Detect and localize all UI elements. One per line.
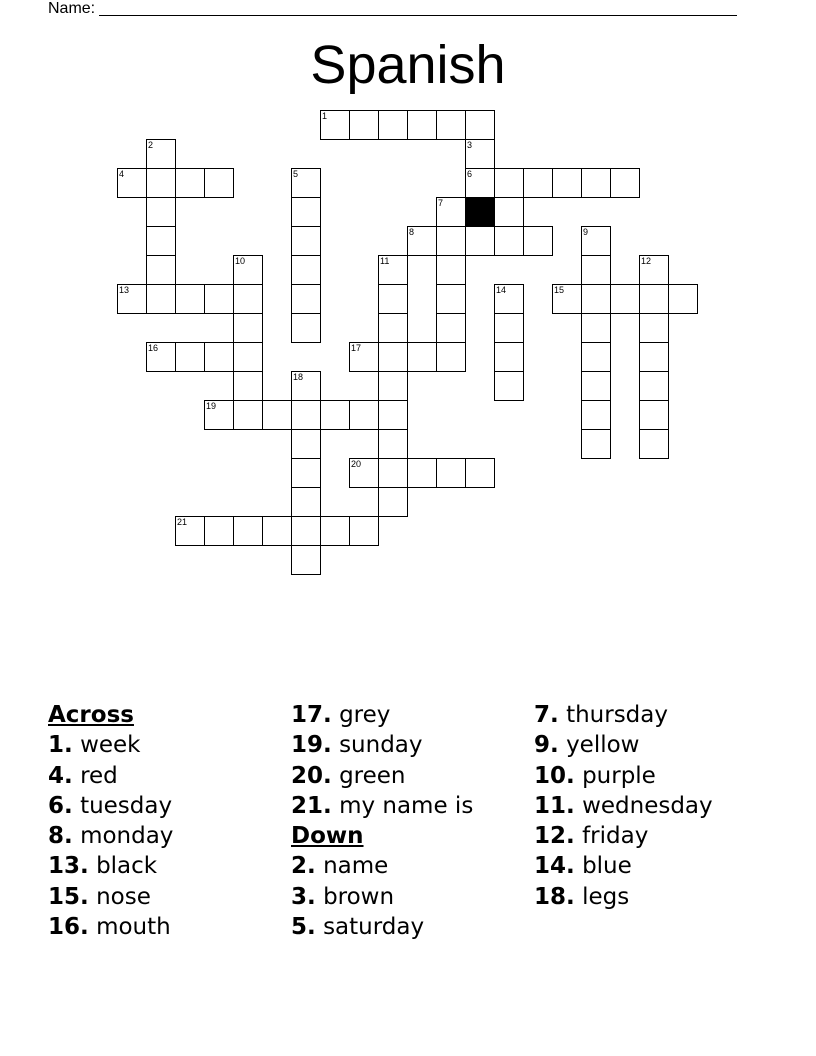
grid-cell[interactable] <box>581 429 611 459</box>
cell-number: 13 <box>119 285 130 295</box>
grid-cell[interactable] <box>378 110 408 140</box>
clue-text: friday <box>582 823 649 850</box>
grid-cell[interactable] <box>378 458 408 488</box>
page-title: Spanish <box>310 35 506 95</box>
grid-cell[interactable] <box>320 400 350 430</box>
clue-number: 11. <box>534 792 575 819</box>
grid-cell[interactable] <box>610 284 640 314</box>
clue-number: 17. <box>291 702 332 728</box>
grid-cell[interactable] <box>291 458 321 488</box>
grid-cell[interactable] <box>233 516 263 546</box>
grid-cell[interactable] <box>581 226 611 256</box>
grid-cell[interactable] <box>378 371 408 401</box>
clue-down-10 <box>534 761 713 791</box>
grid-cell[interactable] <box>436 255 466 285</box>
grid-cell[interactable] <box>436 458 466 488</box>
clue-number: 20. <box>291 762 332 789</box>
clue-number: 16. <box>48 914 89 941</box>
grid-cell[interactable] <box>407 226 437 256</box>
clue-column-1 <box>48 700 173 942</box>
grid-cell[interactable] <box>146 168 176 198</box>
clue-across-4 <box>48 761 173 791</box>
clue-down-5 <box>291 912 473 942</box>
cell-number: 7 <box>438 198 444 208</box>
grid-cell[interactable] <box>117 284 147 314</box>
clue-across-17 <box>291 700 473 730</box>
grid-cell[interactable] <box>204 168 234 198</box>
grid-cell[interactable] <box>291 400 321 430</box>
grid-cell[interactable] <box>146 255 176 285</box>
grid-cell[interactable] <box>175 168 205 198</box>
cell-number: 18 <box>293 372 304 382</box>
grid-cell[interactable] <box>204 284 234 314</box>
cell-number: 12 <box>641 256 652 266</box>
grid-cell[interactable] <box>233 400 263 430</box>
grid-cell[interactable] <box>349 516 379 546</box>
grid-cell[interactable] <box>262 400 292 430</box>
grid-cell[interactable] <box>465 139 495 169</box>
grid-cell[interactable] <box>233 313 263 343</box>
cell-number: 21 <box>177 517 188 527</box>
clue-number: 21. <box>291 792 332 819</box>
grid-cell[interactable] <box>204 516 234 546</box>
clue-text: week <box>80 732 141 759</box>
name-label: Name: <box>48 0 96 17</box>
grid-cell[interactable] <box>494 342 524 372</box>
grid-cell[interactable] <box>349 110 379 140</box>
grid-cell[interactable] <box>320 110 350 140</box>
clue-text: tuesday <box>80 792 173 819</box>
grid-cell[interactable] <box>233 284 263 314</box>
grid-cell[interactable] <box>639 429 669 459</box>
grid-cell[interactable] <box>407 458 437 488</box>
grid-cell[interactable] <box>407 342 437 372</box>
clue-across-16 <box>48 912 173 942</box>
clue-across-15 <box>48 882 173 912</box>
clue-number: 8. <box>48 823 73 850</box>
clue-across-13 <box>48 851 173 881</box>
clue-down-3 <box>291 882 473 912</box>
cell-number: 17 <box>351 343 362 353</box>
grid-cell[interactable] <box>291 197 321 227</box>
clue-number: 1. <box>48 732 73 759</box>
grid-cell[interactable] <box>436 313 466 343</box>
cell-number: 1 <box>322 111 328 121</box>
clue-text: brown <box>323 883 395 910</box>
clue-text: my name is <box>339 792 474 819</box>
grid-cell[interactable] <box>407 110 437 140</box>
grid-cell[interactable] <box>494 371 524 401</box>
grid-cell[interactable] <box>639 400 669 430</box>
cell-number: 5 <box>293 169 299 179</box>
clue-number: 10. <box>534 762 575 789</box>
grid-cell[interactable] <box>233 342 263 372</box>
clue-column-2 <box>291 700 473 942</box>
grid-cell[interactable] <box>465 168 495 198</box>
grid-cell[interactable] <box>581 400 611 430</box>
clue-text: saturday <box>323 914 425 941</box>
grid-cell[interactable] <box>494 313 524 343</box>
cell-number: 11 <box>380 256 390 266</box>
clue-text: yellow <box>566 732 640 759</box>
clue-down-18 <box>534 882 713 912</box>
clue-across-19 <box>291 730 473 760</box>
grid-cell[interactable] <box>204 342 234 372</box>
grid-cell[interactable] <box>639 313 669 343</box>
grid-cell[interactable] <box>581 284 611 314</box>
grid-cell[interactable] <box>494 284 524 314</box>
grid-cell[interactable] <box>465 110 495 140</box>
cell-number: 2 <box>148 140 154 150</box>
grid-cell[interactable] <box>233 255 263 285</box>
clue-number: 6. <box>48 792 73 819</box>
grid-cell[interactable] <box>668 284 698 314</box>
clue-down-12 <box>534 821 713 851</box>
grid-cell[interactable] <box>639 255 669 285</box>
clue-number: 9. <box>534 732 559 759</box>
down-heading: Down <box>291 823 364 850</box>
clue-text: legs <box>582 883 630 910</box>
grid-cell[interactable] <box>349 400 379 430</box>
grid-cell[interactable] <box>610 168 640 198</box>
grid-cell[interactable] <box>146 226 176 256</box>
cell-number: 10 <box>235 256 246 266</box>
cell-number: 15 <box>554 285 565 295</box>
grid-cell[interactable] <box>146 284 176 314</box>
clue-down-2 <box>291 851 473 881</box>
grid-cell[interactable] <box>581 168 611 198</box>
grid-cell[interactable] <box>291 284 321 314</box>
clue-text: nose <box>96 883 151 910</box>
grid-cell[interactable] <box>639 371 669 401</box>
clue-number: 4. <box>48 762 73 789</box>
clue-across-1 <box>48 730 173 760</box>
grid-cell[interactable] <box>291 168 321 198</box>
cell-number: 19 <box>206 401 217 411</box>
grid-cell[interactable] <box>581 255 611 285</box>
grid-cell[interactable] <box>175 516 205 546</box>
grid-cell[interactable] <box>320 516 350 546</box>
cell-number: 14 <box>496 285 507 295</box>
grid-cell[interactable] <box>436 226 466 256</box>
black-cell <box>465 197 495 227</box>
grid-cell[interactable] <box>291 313 321 343</box>
clue-text: name <box>323 853 389 880</box>
grid-cell[interactable] <box>581 342 611 372</box>
clue-number: 2. <box>291 853 316 880</box>
grid-cell[interactable] <box>378 429 408 459</box>
grid-cell[interactable] <box>639 284 669 314</box>
grid-cell[interactable] <box>291 226 321 256</box>
clue-across-8 <box>48 821 173 851</box>
grid-cell[interactable] <box>378 342 408 372</box>
grid-cell[interactable] <box>146 197 176 227</box>
cell-number: 3 <box>467 140 473 150</box>
cell-number: 9 <box>583 227 589 237</box>
grid-cell[interactable] <box>349 342 379 372</box>
clue-number: 3. <box>291 883 316 910</box>
clue-text: blue <box>582 853 632 880</box>
grid-cell[interactable] <box>291 487 321 517</box>
grid-cell[interactable] <box>291 516 321 546</box>
grid-cell[interactable] <box>494 197 524 227</box>
cell-number: 4 <box>119 169 125 179</box>
grid-cell[interactable] <box>639 342 669 372</box>
grid-cell[interactable] <box>436 284 466 314</box>
grid-cell[interactable] <box>436 110 466 140</box>
grid-cell[interactable] <box>581 313 611 343</box>
grid-cell[interactable] <box>291 255 321 285</box>
grid-cell[interactable] <box>436 342 466 372</box>
grid-cell[interactable] <box>465 226 495 256</box>
grid-cell[interactable] <box>262 516 292 546</box>
cell-number: 16 <box>148 343 159 353</box>
grid-cell[interactable] <box>494 226 524 256</box>
cell-number: 20 <box>351 459 362 469</box>
clue-text: wednesday <box>582 792 713 819</box>
grid-cell[interactable] <box>523 226 553 256</box>
clue-number: 7. <box>534 702 559 728</box>
grid-cell[interactable] <box>378 487 408 517</box>
clue-number: 19. <box>291 732 332 759</box>
clue-text: grey <box>339 702 391 728</box>
clue-number: 5. <box>291 914 316 941</box>
clue-number: 15. <box>48 883 89 910</box>
clue-text: mouth <box>96 914 171 941</box>
clue-down-11 <box>534 791 713 821</box>
clue-text: thursday <box>566 702 668 728</box>
clue-across-21 <box>291 791 473 821</box>
grid-cell[interactable] <box>378 400 408 430</box>
clue-number: 12. <box>534 823 575 850</box>
grid-cell[interactable] <box>146 342 176 372</box>
clue-number: 13. <box>48 853 89 880</box>
grid-cell[interactable] <box>291 429 321 459</box>
grid-cell[interactable] <box>175 342 205 372</box>
clue-across-20 <box>291 761 473 791</box>
grid-cell[interactable] <box>436 197 466 227</box>
clue-text: purple <box>582 762 656 789</box>
clue-text: black <box>96 853 158 880</box>
clue-column-3 <box>534 700 713 912</box>
grid-cell[interactable] <box>233 371 263 401</box>
clue-text: sunday <box>339 732 423 759</box>
clue-across-6 <box>48 791 173 821</box>
grid-cell[interactable] <box>494 168 524 198</box>
grid-cell[interactable] <box>291 545 321 575</box>
grid-cell[interactable] <box>146 139 176 169</box>
clue-down-14 <box>534 851 713 881</box>
clue-text: monday <box>80 823 174 850</box>
grid-cell[interactable] <box>378 284 408 314</box>
grid-cell[interactable] <box>349 458 379 488</box>
across-heading: Across <box>48 702 134 728</box>
grid-cell[interactable] <box>523 168 553 198</box>
cell-number: 8 <box>409 227 415 237</box>
clue-number: 14. <box>534 853 575 880</box>
grid-cell[interactable] <box>204 400 234 430</box>
clue-down-9 <box>534 730 713 760</box>
grid-cell[interactable] <box>552 284 582 314</box>
grid-cell[interactable] <box>117 168 147 198</box>
clue-number: 18. <box>534 883 575 910</box>
grid-cell[interactable] <box>378 313 408 343</box>
grid-cell[interactable] <box>291 371 321 401</box>
clue-down-7 <box>534 700 713 730</box>
clue-text: green <box>339 762 406 789</box>
grid-cell[interactable] <box>378 255 408 285</box>
cell-number: 6 <box>467 169 473 179</box>
clue-text: red <box>80 762 118 789</box>
grid-cell[interactable] <box>552 168 582 198</box>
grid-cell[interactable] <box>581 371 611 401</box>
grid-cell[interactable] <box>465 458 495 488</box>
grid-cell[interactable] <box>175 284 205 314</box>
